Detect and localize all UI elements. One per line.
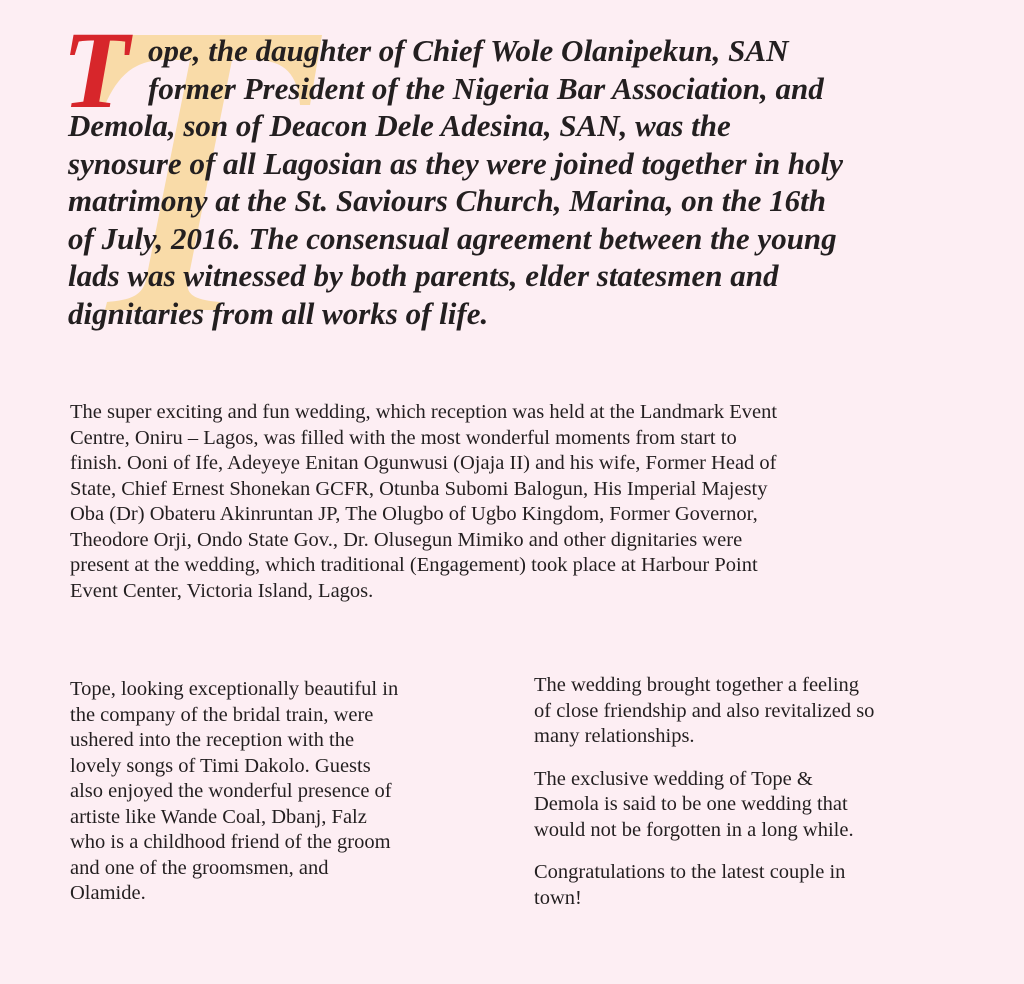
lead-line: ope, the daughter of Chief Wole Olanipekun, SAN [148, 33, 789, 68]
text-line: Olamide. [70, 882, 146, 904]
lead-line: Demola, son of Deacon Dele Adesina, SAN, was the [68, 108, 731, 143]
column-left [70, 677, 398, 907]
text-line: The wedding brought together a feeling [534, 674, 860, 696]
lead-line: synosure of all Lagosian as they were joined together in holy [68, 145, 844, 181]
text-line: and one of the groomsmen, and [70, 856, 329, 879]
text-line: who is a childhood friend of the groom [70, 831, 391, 853]
text-line: of close friendship and also revitalized so [534, 699, 875, 722]
text-line: also enjoyed the wonderful presence of [70, 780, 392, 802]
lead-line: lads was witnessed by both parents, elder statesmen and [68, 258, 779, 293]
text-line: ushered into the reception with the [70, 729, 355, 751]
text-line: State, Chief Ernest Shonekan GCFR, Otunba Subomi Balogun, His Imperial Majesty [70, 477, 768, 500]
text-line: The super exciting and fun wedding, which reception was held at the Landmark Event [70, 401, 778, 423]
text-line: Theodore Orji, Ondo State Gov., Dr. Olusegun Mimiko and other dignitaries were [70, 528, 743, 551]
text-line: Event Center, Victoria Island, Lagos. [70, 579, 374, 602]
paragraph-exclusive [534, 767, 874, 844]
text-line: finish. Ooni of Ife, Adeyeye Enitan Ogunwusi (Ojaja II) and his wife, Former Head of [70, 452, 777, 474]
dropcap: T [62, 9, 130, 131]
lead-line: former President of the Nigeria Bar Association, and [148, 70, 824, 106]
lead-paragraph [68, 32, 843, 332]
text-line: would not be forgotten in a long while. [534, 818, 854, 841]
column-right [534, 673, 874, 928]
text-line: Centre, Oniru – Lagos, was filled with the most wonderful moments from start to [70, 426, 737, 449]
text-line: The exclusive wedding of Tope & [534, 767, 813, 790]
paragraph-congratulations [534, 860, 874, 911]
lead-line: dignitaries from all works of life. [68, 295, 489, 331]
lead-line: matrimony at the St. Saviours Church, Marina, on the 16th [68, 183, 826, 218]
text-line: Demola is said to be one wedding that [534, 793, 848, 815]
text-line: many relationships. [534, 725, 695, 747]
text-line: present at the wedding, which traditional (Engagement) took place at Harbour Point [70, 554, 758, 576]
text-line: Oba (Dr) Obateru Akinruntan JP, The Olugbo of Ugbo Kingdom, Former Governor, [70, 503, 758, 525]
text-line: town! [534, 886, 582, 909]
paragraph-friendship [534, 673, 874, 750]
lead-line: of July, 2016. The consensual agreement between the young [68, 220, 837, 256]
text-line: lovely songs of Timi Dakolo. Guests [70, 754, 371, 777]
text-line: the company of the bridal train, were [70, 703, 374, 726]
text-line: Tope, looking exceptionally beautiful in [70, 678, 399, 700]
body-paragraph-reception [70, 400, 777, 604]
text-line: artiste like Wande Coal, Dbanj, Falz [70, 805, 367, 828]
text-line: Congratulations to the latest couple in [534, 861, 846, 883]
